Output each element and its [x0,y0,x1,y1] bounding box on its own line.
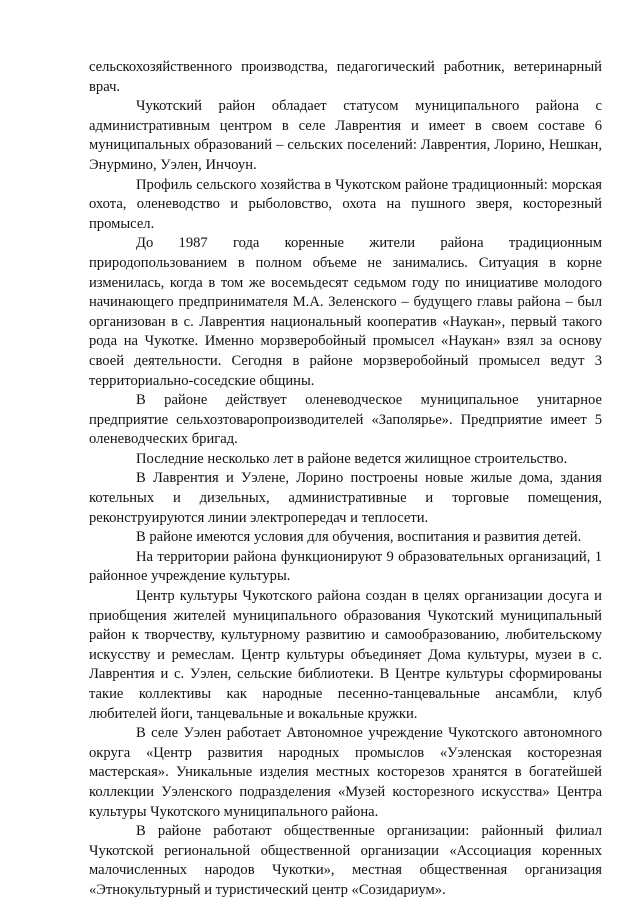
paragraph-construction: В Лаврентия и Уэлене, Лорино построены новые жилые дома, здания котельных и дизельных, административные и торговые помещения, реконструируются линии электропередач и теплосети. [89,470,602,526]
paragraph-reindeer-enterprise: В районе действует оленеводческое муниципальное унитарное предприятие сельхозтоваропроизводителей «Заполярье». Предприятие имеет 5 оленеводческих бригад. [89,392,602,448]
paragraph-continuation: сельскохозяйственного производства, педагогический работник, ветеринарный врач. [89,59,602,95]
paragraph-district-status: Чукотский район обладает статусом муниципального района с административным центром в селе Лаврентия и имеет в своем составе 6 муниципальных образований – сельских поселений: Лаврентия, Лорино, Нешкан, Энурмино, Уэлен, Инчоун. [89,98,602,173]
paragraph-naukan-history: До 1987 года коренные жители района традиционным природопользованием в полном объеме не занимались. Ситуация в корне изменилась, когда в том же восемьдесят седьмом году по инициативе молодого начинающего предпринимателя М.А. Зеленского – будущего главы района – был организован в с. Лаврентия национальный кооператив «Наукан», первый такого рода на Чукотке. Именно морзверобойный промысел «Наукан» взял за основу своей деятельности. Сегодня в районе морзверобойный промысел ведут 3 территориально-соседские общины. [89,235,602,389]
paragraph-education-conditions: В районе имеются условия для обучения, воспитания и развития детей. [136,529,582,546]
paragraph-public-organizations: В районе работают общественные организации: районный филиал Чукотской региональной общественной организации «Ассоциация коренных малочисленных народов Чукотки», местная общественная организация «Этнокультурный и туристический центр «Созидариум». [89,823,602,898]
paragraph-organizations: На территории района функционируют 9 образовательных организаций, 1 районное учреждение культуры. [89,548,602,585]
paragraph-housing: Последние несколько лет в районе ведется жилищное строительство. [136,450,568,467]
paragraph-agriculture-profile: Профиль сельского хозяйства в Чукотском районе традиционный: морская охота, оленеводство и рыболовство, охота на пушного зверя, косторезный промысел. [89,176,602,232]
paragraph-uelen-workshop: В селе Уэлен работает Автономное учреждение Чукотского автономного округа «Центр развития народных промыслов «Уэленская косторезная мастерская». Уникальные изделия местных косторезов хранятся в богатейшей коллекции Уэленского подразделения «Музей косторезного искусства» Центра культуры Чукотского муниципального района. [89,725,602,820]
paragraph-culture-center: Центр культуры Чукотского района создан в целях организации досуга и приобщения жителей муниципального образования Чукотский муниципальный район к творчеству, культурному развитию и самообразованию, любительскому искусству и ремеслам. Центр культуры объединяет Дома культуры, музеи в с. Лаврентия и с. Уэлен, сельские библиотеки. В Центре культуры сформированы такие коллективы как народные песенно-танцевальные ансамбли, клуб любителей йоги, танцевальные и вокальные кружки. [89,588,602,722]
